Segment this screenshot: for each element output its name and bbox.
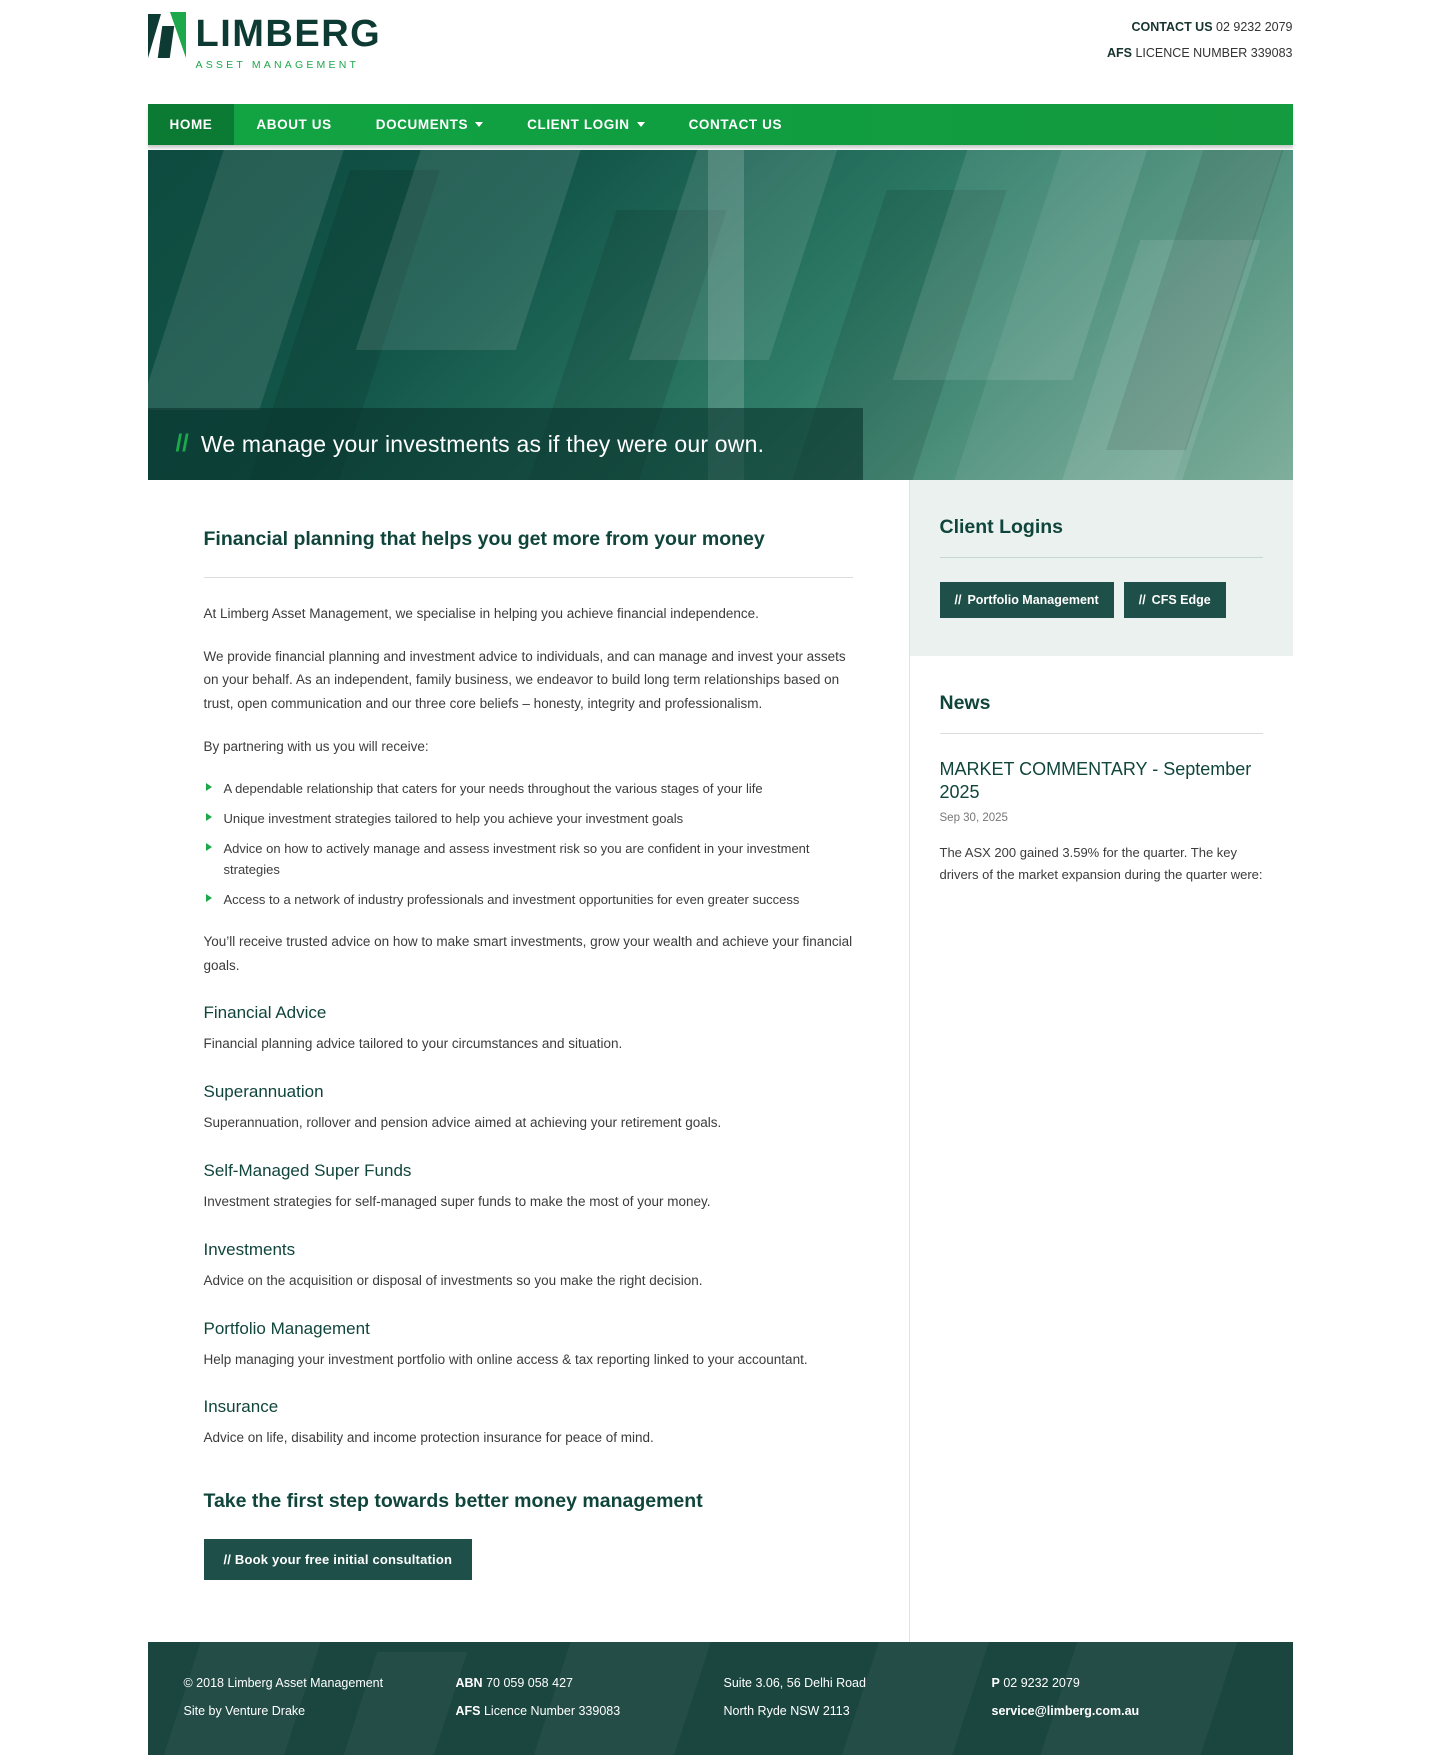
client-login-buttons xyxy=(940,582,1263,618)
client-logins-title: Client Logins xyxy=(939,516,1063,538)
closing-paragraph: You’ll receive trusted advice on how to make smart investments, grow your wealth and achieve your financial goals. xyxy=(203,934,853,973)
site-logo[interactable] xyxy=(148,12,382,71)
service-title-investments: Investments xyxy=(203,1239,296,1259)
service-text-smsf: Investment strategies for self-managed super funds to make the most of your money. xyxy=(203,1193,711,1209)
list-item: A dependable relationship that caters for your needs throughout the various stages of your life xyxy=(204,778,853,799)
nav-label-client-login: CLIENT LOGIN xyxy=(527,117,630,132)
header-contact-phone-row xyxy=(1107,14,1293,40)
nav-container xyxy=(148,104,1293,150)
list-item: Unique investment strategies tailored to help you achieve your investment goals xyxy=(204,808,853,829)
footer-phone-value[interactable]: 02 9232 2079 xyxy=(1003,1676,1080,1691)
nav-item-about-us[interactable] xyxy=(234,104,353,145)
news-divider xyxy=(940,733,1263,734)
footer-abn-row xyxy=(456,1670,724,1698)
footer-afs-value: Licence Number 339083 xyxy=(483,1703,621,1718)
service-text-portfolio-management: Help managing your investment portfolio with online access & tax reporting linked to your accountant. xyxy=(203,1351,808,1367)
logo-subtitle: ASSET MANAGEMENT xyxy=(195,59,360,71)
footer-phone-label: P xyxy=(991,1676,1000,1691)
footer-column-copyright xyxy=(184,1670,456,1725)
hero-slash-icon: // xyxy=(175,430,189,457)
footer-copyright: © 2018 Limberg Asset Management xyxy=(183,1676,384,1691)
slash-icon: // xyxy=(954,593,962,607)
nav-label-documents: DOCUMENTS xyxy=(375,117,469,132)
client-logins-divider xyxy=(940,557,1263,558)
service-title-financial-advice: Financial Advice xyxy=(203,1002,327,1022)
footer-site-by[interactable]: Site by Venture Drake xyxy=(183,1703,306,1718)
footer-afs-row xyxy=(456,1698,724,1726)
footer-column-contact xyxy=(992,1670,1252,1725)
intro-paragraph-1: At Limberg Asset Management, we specialise in helping you achieve financial independence. xyxy=(203,606,759,621)
footer-address-line-2: North Ryde NSW 2113 xyxy=(723,1703,850,1718)
service-text-insurance: Advice on life, disability and income protection insurance for peace of mind. xyxy=(203,1430,654,1446)
slash-icon: // xyxy=(1138,593,1146,607)
cta-heading: Take the first step towards better money management xyxy=(203,1490,703,1513)
contact-phone[interactable]: 02 9232 2079 xyxy=(1216,20,1293,34)
news-title: News xyxy=(939,692,991,714)
sidebar-column xyxy=(910,480,1293,1642)
hero-caption-strip xyxy=(148,408,863,480)
chevron-down-icon xyxy=(475,122,483,127)
intro-paragraph-2: We provide financial planning and investment advice to individuals, and can manage and invest your assets on your behalf. As an independent, family business, we endeavor to build long term relationships based on trust, open communication and our three core beliefs – honesty, integrity and professionalism. xyxy=(203,649,846,711)
nav-item-client-login[interactable] xyxy=(505,104,666,145)
client-logins-panel xyxy=(910,480,1293,656)
footer-column-legal xyxy=(456,1670,724,1725)
footer-abn-value: 70 059 058 427 xyxy=(486,1676,573,1691)
book-consultation-button[interactable]: // Book your free initial consultation xyxy=(204,1539,473,1580)
nav-label-home: HOME xyxy=(169,117,213,132)
main-content-column xyxy=(148,480,910,1642)
header-afs-row xyxy=(1107,40,1293,66)
logo-name: LIMBERG xyxy=(195,13,382,55)
logo-mark-icon xyxy=(148,12,186,58)
service-text-superannuation: Superannuation, rollover and pension advice aimed at achieving your retirement goals. xyxy=(203,1114,722,1130)
cfs-edge-login-button[interactable] xyxy=(1124,582,1226,618)
intro-paragraph-3: By partnering with us you will receive: xyxy=(203,738,429,754)
footer-address-line-1: Suite 3.06, 56 Delhi Road xyxy=(723,1676,866,1691)
service-title-insurance: Insurance xyxy=(203,1397,279,1417)
contact-us-label: CONTACT US xyxy=(1131,20,1213,34)
body-container xyxy=(148,480,1293,1642)
service-title-superannuation: Superannuation xyxy=(203,1081,324,1101)
news-panel xyxy=(910,656,1293,927)
portfolio-management-login-label: Portfolio Management xyxy=(967,593,1099,607)
site-header xyxy=(148,0,1293,104)
footer-container xyxy=(148,1642,1293,1755)
service-title-smsf: Self-Managed Super Funds xyxy=(203,1160,412,1180)
list-item: Access to a network of industry professionals and investment opportunities for even greater success xyxy=(204,889,853,910)
main-navigation xyxy=(148,104,1293,145)
footer-phone-row xyxy=(992,1670,1252,1698)
afs-label: AFS xyxy=(1107,46,1132,61)
hero-headline: We manage your investments as if they were our own. xyxy=(200,430,765,457)
footer-email-row xyxy=(992,1698,1252,1726)
footer-afs-label: AFS xyxy=(455,1703,481,1718)
nav-label-about-us: ABOUT US xyxy=(256,117,332,132)
footer-column-address xyxy=(724,1670,992,1725)
portfolio-management-login-button[interactable] xyxy=(940,582,1114,618)
page-title: Financial planning that helps you get more from your money xyxy=(203,528,765,550)
news-item-headline[interactable]: MARKET COMMENTARY - September 2025 xyxy=(939,759,1252,803)
benefits-list xyxy=(204,778,853,910)
chevron-down-icon xyxy=(637,122,645,127)
header-contact-block xyxy=(1107,14,1293,67)
hero-banner xyxy=(148,150,1293,480)
afs-licence-number: LICENCE NUMBER 339083 xyxy=(1135,46,1293,61)
list-item: Advice on how to actively manage and assess investment risk so you are confident in your investment strategies xyxy=(204,838,853,880)
body-layout xyxy=(148,480,1293,1642)
service-title-portfolio-management: Portfolio Management xyxy=(203,1318,370,1338)
nav-label-contact-us: CONTACT US xyxy=(688,117,783,132)
logo-text xyxy=(196,12,382,71)
footer-columns xyxy=(148,1670,1293,1725)
title-divider xyxy=(204,577,853,578)
nav-item-documents[interactable] xyxy=(354,104,505,145)
footer-email-link[interactable]: service@limberg.com.au xyxy=(991,1703,1140,1718)
service-text-financial-advice: Financial planning advice tailored to your circumstances and situation. xyxy=(203,1035,623,1051)
service-text-investments: Advice on the acquisition or disposal of investments so you make the right decision. xyxy=(203,1272,703,1288)
hero-container xyxy=(148,150,1293,480)
site-footer xyxy=(148,1642,1293,1755)
cfs-edge-login-label: CFS Edge xyxy=(1151,593,1211,607)
news-item-date: Sep 30, 2025 xyxy=(939,812,1008,825)
nav-item-home[interactable] xyxy=(148,104,235,145)
news-item-excerpt: The ASX 200 gained 3.59% for the quarter. The key drivers of the market expansion during the quarter were: xyxy=(939,845,1263,883)
header-container xyxy=(148,0,1293,104)
nav-item-contact-us[interactable] xyxy=(667,104,805,145)
footer-abn-label: ABN xyxy=(455,1676,483,1691)
